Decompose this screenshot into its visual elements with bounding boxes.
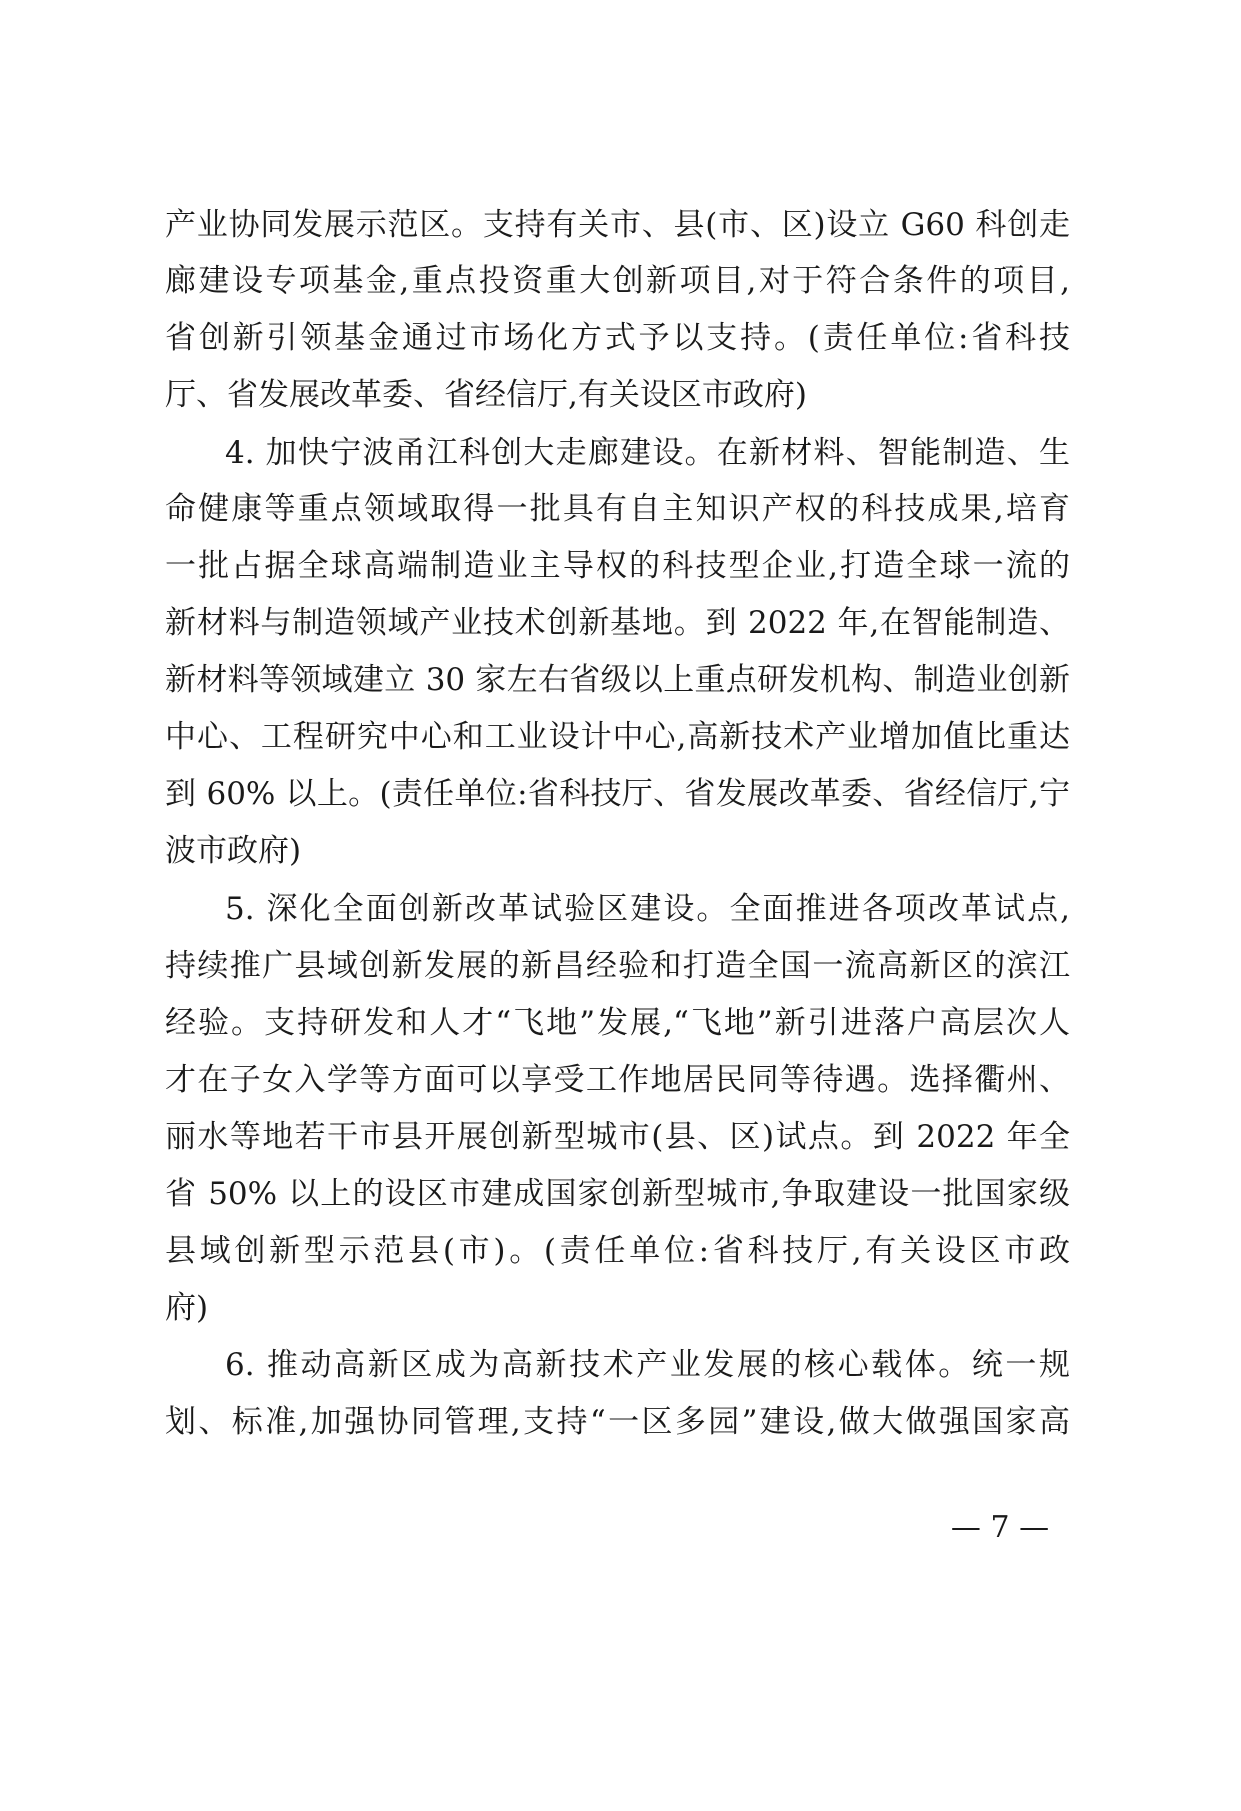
text-line: 厅、省发展改革委、省经信厅,有关设区市政府) (165, 377, 807, 413)
text-line: 持续推广县域创新发展的新昌经验和打造全国一流高新区的滨江 (165, 948, 1070, 984)
paragraph-heading-4: 4. 加快宁波甬江科创大走廊建设。在新材料、智能制造、生 (225, 435, 1070, 471)
paragraph-heading-6: 6. 推动高新区成为高新技术产业发展的核心载体。统一规 (225, 1347, 1070, 1383)
text-line: 县域创新型示范县(市)。(责任单位:省科技厅,有关设区市政 (165, 1233, 1070, 1269)
text-line: 新材料等领域建立 30 家左右省级以上重点研发机构、制造业创新 (165, 662, 1070, 698)
text-line: 波市政府) (165, 833, 302, 869)
text-line: 经验。支持研发和人才“飞地”发展,“飞地”新引进落户高层次人 (165, 1005, 1070, 1041)
text-line: 划、标准,加强协同管理,支持“一区多园”建设,做大做强国家高 (165, 1404, 1070, 1440)
paragraph-heading-5: 5. 深化全面创新改革试验区建设。全面推进各项改革试点, (225, 891, 1070, 927)
text-line: 省创新引领基金通过市场化方式予以支持。(责任单位:省科技 (165, 320, 1070, 356)
text-line: 到 60% 以上。(责任单位:省科技厅、省发展改革委、省经信厅,宁 (165, 776, 1070, 812)
text-line: 一批占据全球高端制造业主导权的科技型企业,打造全球一流的 (165, 548, 1070, 584)
text-line: 命健康等重点领域取得一批具有自主知识产权的科技成果,培育 (165, 491, 1070, 527)
text-line: 府) (165, 1290, 209, 1326)
page-number: — 7 — (950, 1510, 1050, 1545)
text-line: 产业协同发展示范区。支持有关市、县(市、区)设立 G60 科创走 (165, 207, 1070, 243)
text-line: 省 50% 以上的设区市建成国家创新型城市,争取建设一批国家级 (165, 1176, 1070, 1212)
text-line: 廊建设专项基金,重点投资重大创新项目,对于符合条件的项目, (165, 263, 1070, 299)
text-line: 中心、工程研究中心和工业设计中心,高新技术产业增加值比重达 (165, 719, 1070, 755)
text-line: 丽水等地若干市县开展创新型城市(县、区)试点。到 2022 年全 (165, 1119, 1070, 1155)
text-line: 新材料与制造领域产业技术创新基地。到 2022 年,在智能制造、 (165, 605, 1070, 641)
text-line: 才在子女入学等方面可以享受工作地居民同等待遇。选择衢州、 (165, 1062, 1070, 1098)
